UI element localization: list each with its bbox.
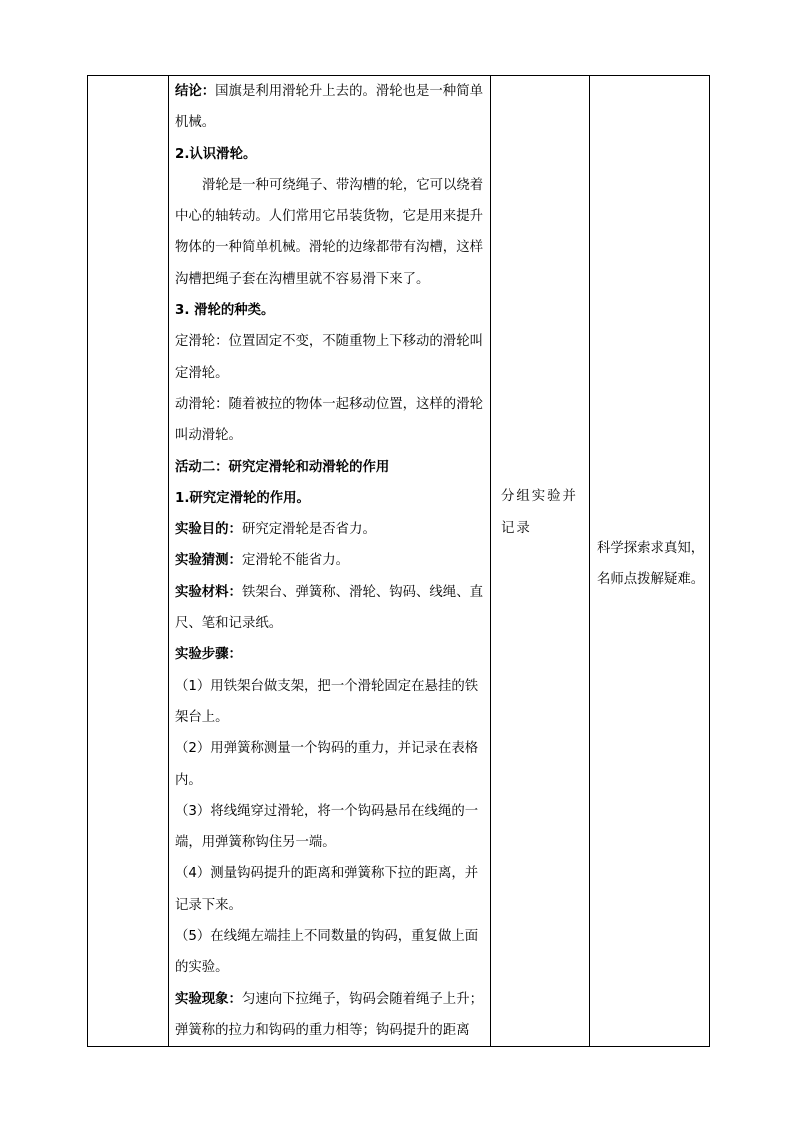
phenomenon-paragraph (175, 984, 485, 1047)
conclusion-text: 国旗是利用滑轮升上去的。滑轮也是一种简单机械。 (175, 84, 483, 131)
section-2-body: 滑轮是一种可绕绳子、带沟槽的轮，它可以绕着中心的轴转动。人们常用它吊装货物，它是用来提升物体的一种简单机械。滑轮的边缘都带有沟槽，这样沟槽把绳子套在沟槽里就不容易滑下来了。 (175, 177, 484, 287)
steps-label: 实验步骤： (175, 647, 242, 663)
purpose-label: 实验目的： (175, 522, 242, 538)
step-item: （4）测量钩码提升的距离和弹簧称下拉的距离，并记录下来。 (175, 866, 479, 913)
design-intent-cell (590, 76, 710, 1047)
step-item: （2）用弹簧称测量一个钩码的重力，并记录在表格内。 (175, 741, 479, 788)
student-activity-text: 分组实验并记录 (501, 489, 578, 537)
teaching-content-cell (169, 76, 491, 1047)
empty-column-cell (88, 76, 169, 1047)
materials-label: 实验材料： (175, 584, 242, 600)
lesson-plan-table (87, 75, 710, 1047)
guess-text: 定滑轮不能省力。 (241, 553, 350, 569)
teaching-content (169, 76, 490, 1046)
guess-paragraph (175, 545, 485, 576)
step-item: （5）在线绳左端挂上不同数量的钩码，重复做上面的实验。 (175, 929, 479, 976)
design-intent-text: 科学探索求真知，名师点拨解疑难。 (597, 541, 705, 588)
guess-label: 实验猜测： (175, 553, 242, 569)
sub-1-heading: 1.研究定滑轮的作用。 (175, 490, 310, 506)
fixed-pulley-definition: 定滑轮：位置固定不变，不随重物上下移动的滑轮叫定滑轮。 (175, 334, 483, 381)
purpose-text: 研究定滑轮是否省力。 (241, 522, 376, 538)
purpose-paragraph (175, 514, 485, 545)
conclusion-paragraph (175, 76, 485, 139)
materials-paragraph (175, 577, 485, 640)
student-activity-cell (491, 76, 590, 1047)
section-3-heading: 3. 滑轮的种类。 (175, 303, 275, 319)
step-item: （1）用铁架台做支架，把一个滑轮固定在悬挂的铁架台上。 (175, 678, 479, 725)
conclusion-label: 结论： (175, 84, 216, 99)
step-item: （3）将线绳穿过滑轮，将一个钩码悬吊在线绳的一端，用弹簧称钩住另一端。 (175, 803, 479, 851)
movable-pulley-definition: 动滑轮：随着被拉的物体一起移动位置，这样的滑轮叫动滑轮。 (175, 396, 483, 444)
table-row (88, 76, 710, 1047)
phenomenon-label: 实验现象： (175, 991, 242, 1007)
activity-2-heading: 活动二：研究定滑轮和动滑轮的作用 (175, 459, 390, 475)
phenomenon-text: 匀速向下拉绳子，钩码会随着绳子上升；弹簧称的拉力和钩码的重力相等；钩码提升的距离 (175, 991, 483, 1038)
materials-text: 铁架台、弹簧称、滑轮、钩码、线绳、直尺、笔和记录纸。 (175, 584, 483, 632)
section-2-heading: 2.认识滑轮。 (175, 146, 257, 162)
